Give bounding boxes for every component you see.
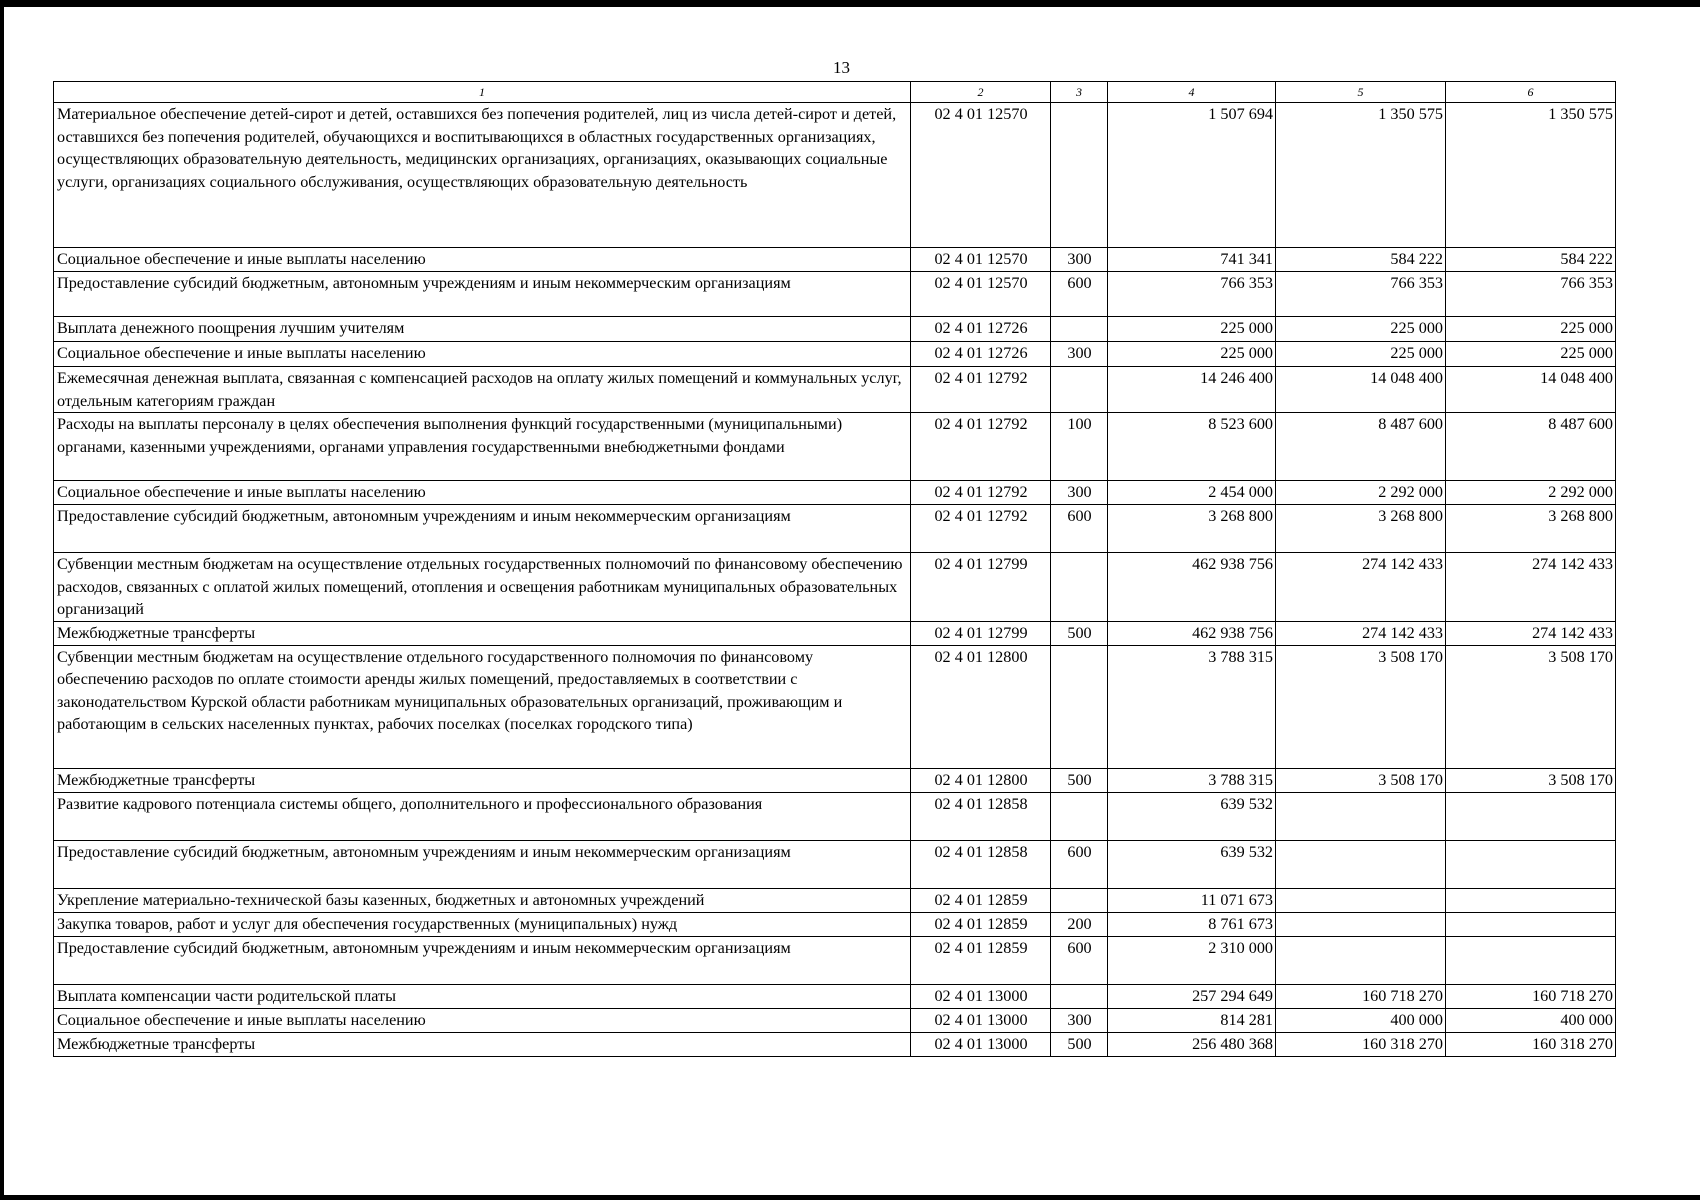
row-code: 02 4 01 12792 <box>911 505 1051 553</box>
row-expense-type: 300 <box>1051 248 1108 272</box>
budget-table <box>53 81 1616 1057</box>
row-value-col6: 14 048 400 <box>1446 367 1616 413</box>
row-value-col6: 400 000 <box>1446 1008 1616 1032</box>
table-row <box>54 792 1616 840</box>
row-name: Социальное обеспечение и иные выплаты населению <box>54 342 911 367</box>
row-value-col4: 14 246 400 <box>1108 367 1276 413</box>
row-name: Предоставление субсидий бюджетным, автономным учреждениям и иным некоммерческим организациям <box>54 936 911 984</box>
table-row <box>54 248 1616 272</box>
row-value-col5: 400 000 <box>1276 1008 1446 1032</box>
row-value-col5: 584 222 <box>1276 248 1446 272</box>
row-expense-type: 300 <box>1051 481 1108 505</box>
row-code: 02 4 01 12570 <box>911 272 1051 317</box>
row-name: Выплата денежного поощрения лучшим учителям <box>54 317 911 342</box>
row-value-col4: 256 480 368 <box>1108 1032 1276 1056</box>
column-header-1: 1 <box>54 82 911 103</box>
row-expense-type: 600 <box>1051 936 1108 984</box>
row-value-col6: 2 292 000 <box>1446 481 1616 505</box>
column-header-5: 5 <box>1276 82 1446 103</box>
row-code: 02 4 01 12859 <box>911 936 1051 984</box>
row-name: Расходы на выплаты персоналу в целях обеспечения выполнения функций государственными (муниципальными) органами, казенными учреждениями, органами управления государственными внебюджетными фондами <box>54 413 911 481</box>
row-name: Межбюджетные трансферты <box>54 621 911 645</box>
row-expense-type: 500 <box>1051 1032 1108 1056</box>
row-code: 02 4 01 12792 <box>911 481 1051 505</box>
row-expense-type: 600 <box>1051 840 1108 888</box>
row-value-col5: 3 268 800 <box>1276 505 1446 553</box>
row-value-col4: 225 000 <box>1108 342 1276 367</box>
row-code: 02 4 01 12800 <box>911 645 1051 768</box>
row-expense-type <box>1051 103 1108 248</box>
scan-border-top <box>0 0 1700 7</box>
row-name: Развитие кадрового потенциала системы общего, дополнительного и профессионального образования <box>54 792 911 840</box>
scan-border-left <box>0 0 4 1200</box>
row-value-col6: 584 222 <box>1446 248 1616 272</box>
table-row <box>54 481 1616 505</box>
row-code: 02 4 01 12799 <box>911 621 1051 645</box>
row-value-col6 <box>1446 912 1616 936</box>
row-value-col4: 8 523 600 <box>1108 413 1276 481</box>
row-value-col5: 3 508 170 <box>1276 645 1446 768</box>
row-expense-type <box>1051 888 1108 912</box>
row-value-col4: 257 294 649 <box>1108 984 1276 1008</box>
table-row <box>54 367 1616 413</box>
row-value-col4: 3 788 315 <box>1108 645 1276 768</box>
column-header-2: 2 <box>911 82 1051 103</box>
table-row <box>54 645 1616 768</box>
row-code: 02 4 01 12726 <box>911 317 1051 342</box>
row-value-col5 <box>1276 912 1446 936</box>
row-value-col6: 160 718 270 <box>1446 984 1616 1008</box>
row-expense-type <box>1051 317 1108 342</box>
row-name: Материальное обеспечение детей-сирот и детей, оставшихся без попечения родителей, лиц из числа детей-сирот и детей, оставшихся без попечения родителей, обучающихся и воспитывающихся в областных государственных организациях, осуществляющих образовательную деятельность, медицинских организациях, организациях, оказывающих социальные услуги, организациях социального обслуживания, осуществляющих образовательную деятельность <box>54 103 911 248</box>
row-code: 02 4 01 12799 <box>911 553 1051 622</box>
table-row <box>54 342 1616 367</box>
row-name: Субвенции местным бюджетам на осуществление отдельного государственного полномочия по финансовому обеспечению расходов по оплате стоимости аренды жилых помещений, предоставляемых в соответствии с законодательством Курской области работникам муниципальных образовательных организаций, проживающим и работающим в сельских населенных пунктах, рабочих поселках (поселках городского типа) <box>54 645 911 768</box>
row-value-col5: 225 000 <box>1276 317 1446 342</box>
row-value-col5: 160 718 270 <box>1276 984 1446 1008</box>
row-expense-type <box>1051 984 1108 1008</box>
row-value-col6: 1 350 575 <box>1446 103 1616 248</box>
row-value-col4: 639 532 <box>1108 792 1276 840</box>
row-value-col6: 274 142 433 <box>1446 553 1616 622</box>
row-value-col6: 3 268 800 <box>1446 505 1616 553</box>
row-value-col6: 3 508 170 <box>1446 645 1616 768</box>
row-value-col5: 3 508 170 <box>1276 768 1446 792</box>
row-value-col4: 1 507 694 <box>1108 103 1276 248</box>
row-code: 02 4 01 12792 <box>911 413 1051 481</box>
column-header-6: 6 <box>1446 82 1616 103</box>
row-name: Ежемесячная денежная выплата, связанная с компенсацией расходов на оплату жилых помещений и коммунальных услуг, отдельным категориям граждан <box>54 367 911 413</box>
row-name: Предоставление субсидий бюджетным, автономным учреждениям и иным некоммерческим организациям <box>54 272 911 317</box>
row-expense-type: 600 <box>1051 505 1108 553</box>
row-code: 02 4 01 12859 <box>911 888 1051 912</box>
row-code: 02 4 01 12858 <box>911 792 1051 840</box>
row-value-col6: 3 508 170 <box>1446 768 1616 792</box>
table-row <box>54 888 1616 912</box>
row-expense-type: 200 <box>1051 912 1108 936</box>
row-value-col5: 1 350 575 <box>1276 103 1446 248</box>
row-value-col6: 225 000 <box>1446 342 1616 367</box>
row-value-col5 <box>1276 936 1446 984</box>
row-value-col4: 462 938 756 <box>1108 621 1276 645</box>
row-name: Укрепление материально-технической базы казенных, бюджетных и автономных учреждений <box>54 888 911 912</box>
row-value-col4: 814 281 <box>1108 1008 1276 1032</box>
row-value-col5: 2 292 000 <box>1276 481 1446 505</box>
table-row <box>54 553 1616 622</box>
row-value-col5: 8 487 600 <box>1276 413 1446 481</box>
table-row <box>54 103 1616 248</box>
row-expense-type: 300 <box>1051 1008 1108 1032</box>
row-expense-type <box>1051 553 1108 622</box>
row-value-col5: 160 318 270 <box>1276 1032 1446 1056</box>
table-row <box>54 1032 1616 1056</box>
table-row <box>54 621 1616 645</box>
row-code: 02 4 01 12800 <box>911 768 1051 792</box>
row-name: Социальное обеспечение и иные выплаты населению <box>54 1008 911 1032</box>
row-value-col6 <box>1446 936 1616 984</box>
table-row <box>54 272 1616 317</box>
row-value-col5: 225 000 <box>1276 342 1446 367</box>
row-name: Предоставление субсидий бюджетным, автономным учреждениям и иным некоммерческим организациям <box>54 505 911 553</box>
row-value-col4: 766 353 <box>1108 272 1276 317</box>
row-name: Выплата компенсации части родительской платы <box>54 984 911 1008</box>
row-name: Закупка товаров, работ и услуг для обеспечения государственных (муниципальных) нужд <box>54 912 911 936</box>
table-row <box>54 505 1616 553</box>
row-value-col6: 8 487 600 <box>1446 413 1616 481</box>
row-code: 02 4 01 12859 <box>911 912 1051 936</box>
row-value-col5: 274 142 433 <box>1276 553 1446 622</box>
table-header-row <box>54 82 1616 103</box>
row-value-col6: 766 353 <box>1446 272 1616 317</box>
row-code: 02 4 01 12726 <box>911 342 1051 367</box>
page-number: 13 <box>833 58 850 77</box>
row-value-col5: 274 142 433 <box>1276 621 1446 645</box>
row-code: 02 4 01 12792 <box>911 367 1051 413</box>
row-value-col6 <box>1446 840 1616 888</box>
row-code: 02 4 01 13000 <box>911 1032 1051 1056</box>
table-row <box>54 768 1616 792</box>
row-value-col4: 8 761 673 <box>1108 912 1276 936</box>
row-expense-type <box>1051 645 1108 768</box>
row-name: Социальное обеспечение и иные выплаты населению <box>54 248 911 272</box>
row-value-col4: 11 071 673 <box>1108 888 1276 912</box>
table-row <box>54 840 1616 888</box>
row-code: 02 4 01 12858 <box>911 840 1051 888</box>
row-expense-type: 300 <box>1051 342 1108 367</box>
row-name: Межбюджетные трансферты <box>54 1032 911 1056</box>
row-expense-type: 600 <box>1051 272 1108 317</box>
row-name: Межбюджетные трансферты <box>54 768 911 792</box>
row-expense-type: 100 <box>1051 413 1108 481</box>
row-value-col6: 225 000 <box>1446 317 1616 342</box>
row-value-col5 <box>1276 840 1446 888</box>
row-code: 02 4 01 13000 <box>911 984 1051 1008</box>
table-row <box>54 317 1616 342</box>
table-row <box>54 1008 1616 1032</box>
row-value-col4: 2 310 000 <box>1108 936 1276 984</box>
table-row <box>54 912 1616 936</box>
row-expense-type <box>1051 367 1108 413</box>
row-value-col4: 3 788 315 <box>1108 768 1276 792</box>
row-value-col6 <box>1446 792 1616 840</box>
row-value-col6: 160 318 270 <box>1446 1032 1616 1056</box>
row-value-col6: 274 142 433 <box>1446 621 1616 645</box>
table-row <box>54 936 1616 984</box>
row-name: Субвенции местным бюджетам на осуществление отдельных государственных полномочий по финансовому обеспечению расходов, связанных с оплатой жилых помещений, отопления и освещения работникам муниципальных образовательных организаций <box>54 553 911 622</box>
table-row <box>54 413 1616 481</box>
column-header-3: 3 <box>1051 82 1108 103</box>
row-expense-type <box>1051 792 1108 840</box>
row-value-col4: 741 341 <box>1108 248 1276 272</box>
row-code: 02 4 01 12570 <box>911 248 1051 272</box>
row-expense-type: 500 <box>1051 768 1108 792</box>
row-value-col6 <box>1446 888 1616 912</box>
row-value-col4: 3 268 800 <box>1108 505 1276 553</box>
column-header-4: 4 <box>1108 82 1276 103</box>
row-value-col4: 225 000 <box>1108 317 1276 342</box>
row-name: Предоставление субсидий бюджетным, автономным учреждениям и иным некоммерческим организациям <box>54 840 911 888</box>
row-value-col5: 14 048 400 <box>1276 367 1446 413</box>
row-code: 02 4 01 13000 <box>911 1008 1051 1032</box>
row-value-col4: 462 938 756 <box>1108 553 1276 622</box>
row-name: Социальное обеспечение и иные выплаты населению <box>54 481 911 505</box>
row-value-col4: 639 532 <box>1108 840 1276 888</box>
row-expense-type: 500 <box>1051 621 1108 645</box>
row-value-col4: 2 454 000 <box>1108 481 1276 505</box>
row-value-col5 <box>1276 792 1446 840</box>
row-value-col5: 766 353 <box>1276 272 1446 317</box>
row-value-col5 <box>1276 888 1446 912</box>
scan-border-bottom <box>0 1195 1700 1200</box>
table-row <box>54 984 1616 1008</box>
row-code: 02 4 01 12570 <box>911 103 1051 248</box>
